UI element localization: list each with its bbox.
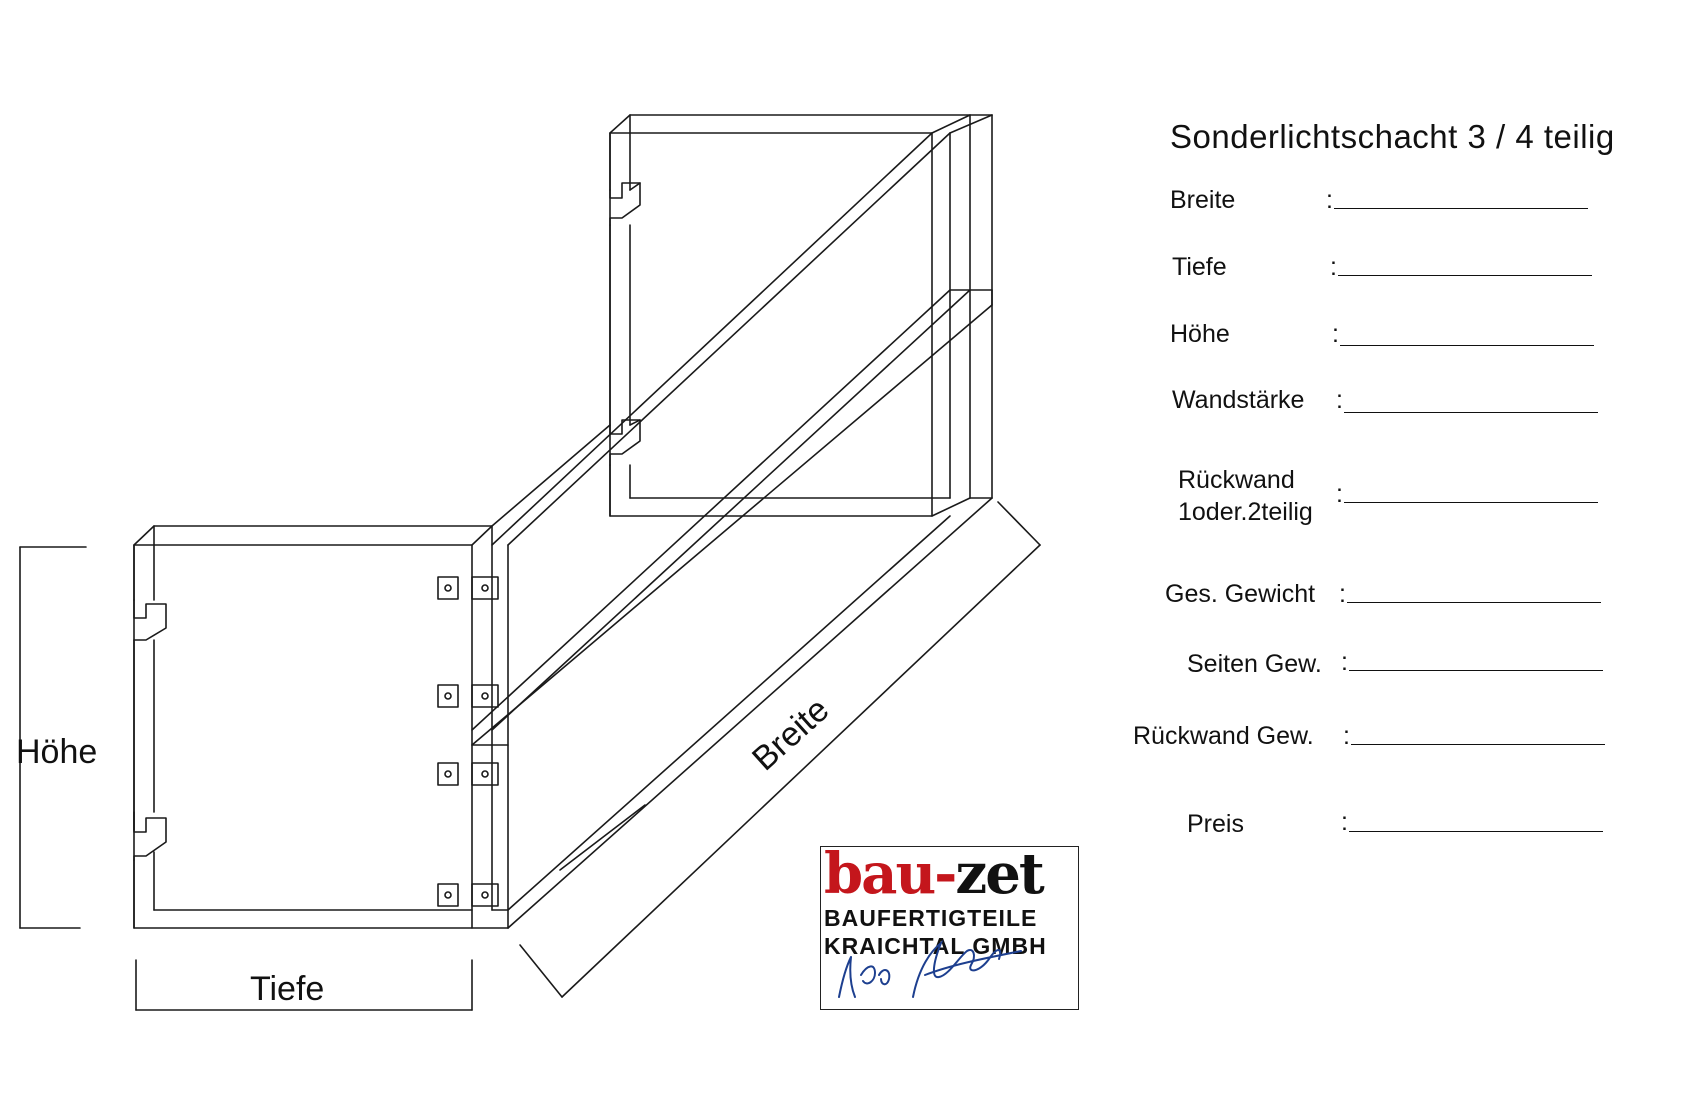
width-label: Breite [745,690,837,779]
height-label: Höhe [16,733,98,771]
field-colon: : [1336,480,1343,508]
field-label-line2: 1oder.2teilig [1178,498,1313,526]
field-colon: : [1343,722,1350,750]
front-side-panel [134,526,508,928]
form-title: Sonderlichtschacht 3 / 4 teilig [1170,118,1615,155]
field-label: Wandstärke [1172,386,1305,414]
tiefe-input-line[interactable] [1338,275,1592,276]
hoehe-input-line[interactable] [1340,345,1594,346]
logo-wordmark-red: bau- [824,841,956,907]
preis-input-line[interactable] [1349,831,1603,832]
signature [821,847,1078,1009]
field-label: Breite [1170,186,1236,214]
breite-input-line[interactable] [1334,208,1588,209]
field-colon: : [1341,808,1348,836]
back-wall-panel [610,115,992,516]
field-label: Höhe [1170,320,1230,348]
logo-wordmark-dark: zet [955,841,1043,907]
logo-line1: BAUFERTIGTEILE [824,905,1038,931]
field-colon: : [1339,580,1346,608]
wandstaerke-input-line[interactable] [1344,412,1598,413]
hinge-brackets [438,577,498,906]
company-logo [820,841,1079,1010]
seiten-gew-input-line[interactable] [1349,670,1603,671]
field-label: Tiefe [1172,253,1227,281]
field-label: Preis [1187,810,1244,838]
field-label: Seiten Gew. [1187,650,1322,678]
field-label: Rückwand Gew. [1133,722,1314,750]
logo-line2: KRAICHTAL GMBH [824,933,1047,959]
field-colon: : [1332,320,1339,348]
field-colon: : [1326,186,1333,214]
rueckwand-gew-input-line[interactable] [1351,744,1605,745]
field-label: Ges. Gewicht [1165,580,1316,608]
field-colon: : [1336,386,1343,414]
field-colon: : [1330,253,1337,281]
long-side-walls [472,133,992,928]
ges-gewicht-input-line[interactable] [1347,602,1601,603]
depth-label: Tiefe [250,970,325,1008]
rueckwand-input-line[interactable] [1344,502,1598,503]
field-colon: : [1341,648,1348,676]
field-label-line1: Rückwand [1178,466,1295,494]
